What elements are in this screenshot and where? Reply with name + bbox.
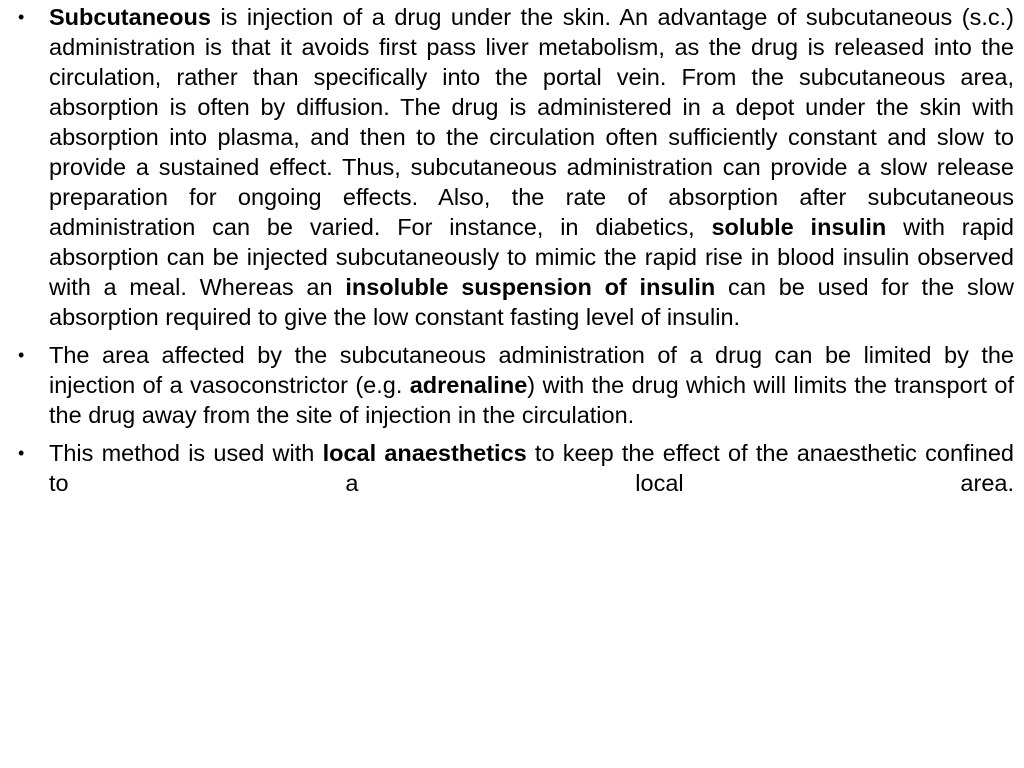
term-soluble-insulin: soluble insulin bbox=[711, 214, 887, 240]
bullet-text: to keep the effect of the anaesthetic confined to a local area. bbox=[49, 440, 1014, 496]
bullet-item-vasoconstrictor bbox=[18, 340, 1014, 430]
term-insoluble-suspension-of-insulin: insoluble suspension of insulin bbox=[345, 274, 716, 300]
bullet-item-local-anaesthetics bbox=[18, 438, 1014, 498]
term-local-anaesthetics: local anaesthetics bbox=[322, 440, 527, 466]
bullet-dot-icon: • bbox=[18, 345, 25, 365]
bullet-text: The area affected by the subcutaneous administration of a drug can be limited by the injection of a vasoconstrictor (e.g. bbox=[49, 342, 1014, 398]
bullet-dot-icon: • bbox=[18, 7, 25, 27]
bullet-text: with rapid absorption can be injected subcutaneously to mimic the rapid rise in blood insulin observed with a meal. Whereas an bbox=[49, 214, 1015, 300]
bullet-list bbox=[18, 2, 1014, 506]
bullet-item-subcutaneous bbox=[18, 2, 1014, 332]
term-subcutaneous: Subcutaneous bbox=[49, 4, 211, 30]
term-adrenaline: adrenaline bbox=[409, 372, 528, 398]
bullet-text: This method is used with bbox=[49, 440, 323, 466]
bullet-dot-icon: • bbox=[18, 443, 25, 463]
bullet-text: ) with the drug which will limits the transport of the drug away from the site of injection in the circulation. bbox=[49, 372, 1014, 428]
bullet-text: is injection of a drug under the skin. An advantage of subcutaneous (s.c.) administration is that it avoids first pass liver metabolism, as the drug is released into the circulation, rather than specifically into the portal vein. From the subcutaneous area, absorption is often by diffusion. The drug is administered in a depot under the skin with absorption into plasma, and then to the circulation often sufficiently constant and slow to provide a sustained effect. Thus, subcutaneous administration can provide a slow release preparation for ongoing effects. Also, the rate of absorption after subcutaneous administration can be varied. For instance, in diabetics, bbox=[49, 4, 1014, 240]
bullet-text: can be used for the slow absorption required to give the low constant fasting level of insulin. bbox=[49, 274, 1014, 330]
